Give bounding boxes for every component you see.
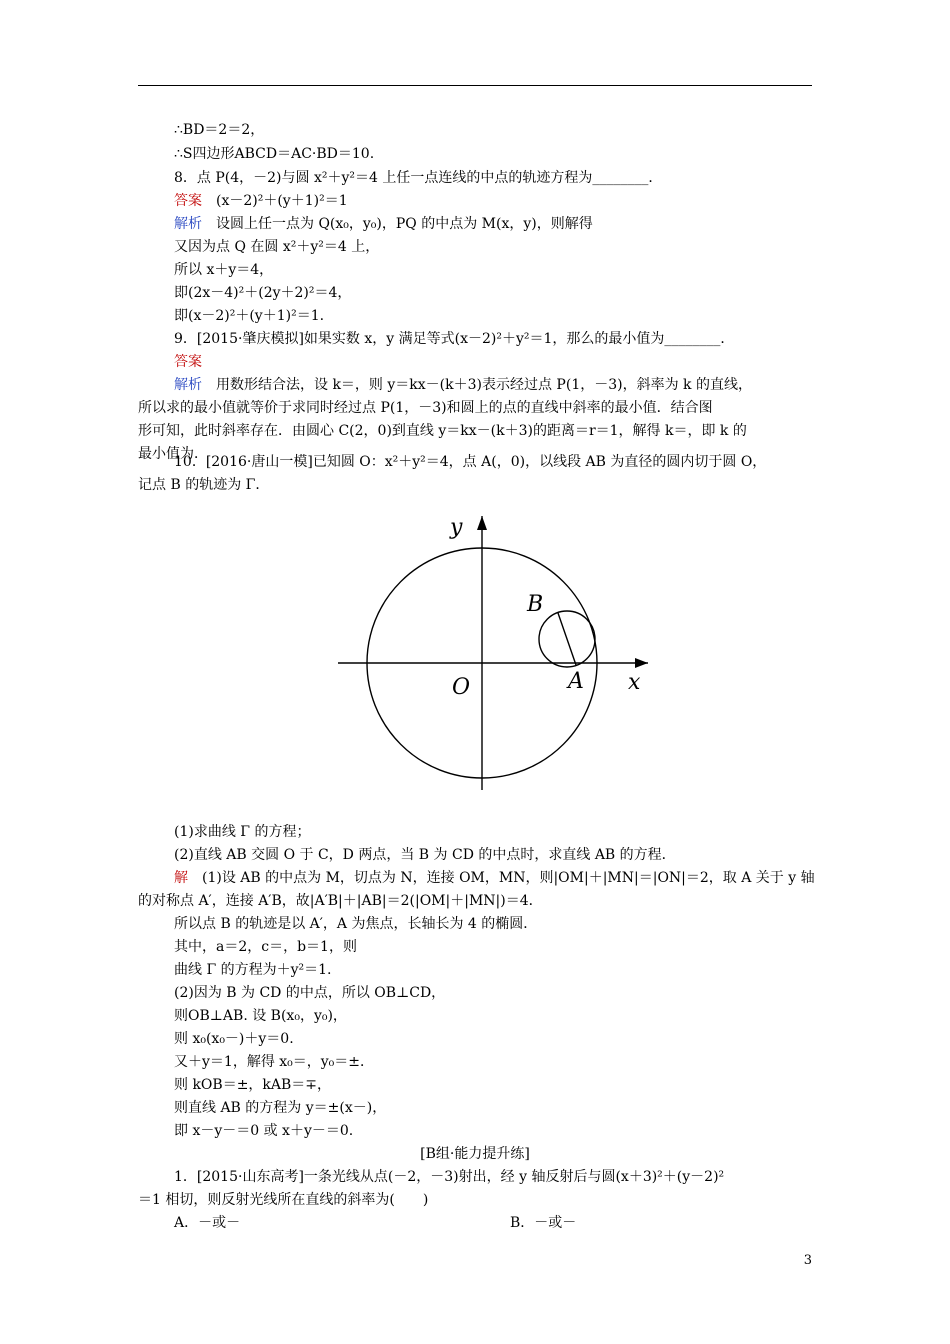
problem-10: 10．[2016·唐山一模]已知圆 O：x²＋y²＝4，点 A(，0)，以线段 AB 为直径的圆内切于圆 O， xyxy=(174,454,767,470)
text-line: 则直线 AB 的方程为 y＝±(x－)， xyxy=(174,1100,387,1116)
text-line: 所以求的最小值就等价于求同时经过点 P(1，－3)和圆上的点的直线中斜率的最小值．结合图 xyxy=(138,400,713,416)
origin-label: O xyxy=(452,675,471,700)
y-axis-label: y xyxy=(450,515,463,540)
text-line: 又＋y＝1，解得 x₀＝，y₀＝±． xyxy=(174,1054,375,1070)
section-title: [B组·能力提升练] xyxy=(420,1146,530,1162)
circle-figure xyxy=(330,508,660,793)
problem-b1: 1．[2015·山东高考]一条光线从点(－2，－3)射出，经 y 轴反射后与圆(x＋3)²＋(y－2)² xyxy=(174,1169,725,1185)
text-line: 则OB⊥AB. 设 B(x₀，y₀)， xyxy=(174,1008,347,1024)
problem-9: 9．[2015·肇庆模拟]如果实数 x，y 满足等式(x－2)²＋y²＝1，那么的最小值为________． xyxy=(174,331,735,347)
problem-8: 8．点 P(4，－2)与圆 x²＋y²＝4 上任一点连线的中点的轨迹方程为________． xyxy=(174,170,663,186)
text-line: ∴S四边形ABCD＝AC·BD＝10. xyxy=(174,146,375,162)
point-a-label: A xyxy=(568,669,584,694)
answer-line xyxy=(174,352,202,372)
text-line: 则 kOB＝±，kAB＝∓， xyxy=(174,1077,332,1093)
analysis-tag: 解析 xyxy=(174,216,202,232)
segment-ab xyxy=(558,613,576,665)
text-line: (2)因为 B 为 CD 的中点，所以 OB⊥CD， xyxy=(174,985,446,1001)
text-line: 又因为点 Q 在圆 x²＋y²＝4 上， xyxy=(174,239,380,255)
answer-tag: 答案 xyxy=(174,193,202,209)
x-axis-label: x xyxy=(628,670,641,695)
text-line: ＝1 相切，则反射光线所在直线的斜率为( ) xyxy=(138,1192,429,1208)
page-number: 3 xyxy=(803,1253,812,1268)
text-line: 其中，a＝2，c＝，b＝1，则 xyxy=(174,939,357,955)
question-2: (2)直线 AB 交圆 O 于 C，D 两点，当 B 为 CD 的中点时，求直线 AB 的方程． xyxy=(174,847,676,863)
y-axis-arrow xyxy=(477,516,487,530)
x-axis-arrow xyxy=(635,658,648,668)
text-line: 形可知，此时斜率存在．由圆心 C(2，0)到直线 y＝kx－(k＋3)的距离＝r＝1，解得 k＝，即 k 的 xyxy=(138,423,747,439)
analysis-text: 设圆上任一点为 Q(x₀，y₀)，PQ 的中点为 M(x，y)，则解得 xyxy=(216,216,593,232)
text-line: 的对称点 A′，连接 A′B，故|A′B|＋|AB|＝2(|OM|＋|MN|)＝4． xyxy=(138,893,543,909)
text-line: 即(x－2)²＋(y＋1)²＝1. xyxy=(174,308,325,324)
option-b: B．－或－ xyxy=(510,1215,577,1231)
point-b-label: B xyxy=(527,592,544,617)
answer-line xyxy=(174,191,348,211)
text-line: 即 x－y－＝0 或 x＋y－＝0. xyxy=(174,1123,354,1139)
solution-text: (1)设 AB 的中点为 M，切点为 N，连接 OM，MN，则|OM|＋|MN|＝|ON|＝2，取 A 关于 y 轴 xyxy=(202,870,815,886)
analysis-tag: 解析 xyxy=(174,377,202,393)
solution-line xyxy=(174,868,815,888)
question-1: (1)求曲线 Γ 的方程； xyxy=(174,824,311,840)
text-line: 即(2x－4)²＋(2y＋2)²＝4， xyxy=(174,285,352,301)
option-a: A．－或－ xyxy=(174,1215,241,1231)
solution-tag: 解 xyxy=(174,870,188,886)
text-line: 曲线 Γ 的方程为＋y²＝1. xyxy=(174,962,332,978)
header-rule xyxy=(138,85,812,86)
text-line: ∴BD＝2＝2， xyxy=(174,122,265,138)
answer-text: (x－2)²＋(y＋1)²＝1 xyxy=(216,193,348,209)
text-line: 则 x₀(x₀－)＋y＝0. xyxy=(174,1031,294,1047)
analysis-line xyxy=(174,214,593,234)
text-line: 所以 x＋y＝4， xyxy=(174,262,274,278)
text-line: 所以点 B 的轨迹是以 A′，A 为焦点，长轴长为 4 的椭圆． xyxy=(174,916,538,932)
text-line: 最小值为． xyxy=(138,446,208,462)
analysis-line xyxy=(174,375,752,395)
analysis-text: 用数形结合法，设 k＝，则 y＝kx－(k＋3)表示经过点 P(1，－3)，斜率为 k 的直线， xyxy=(216,377,752,393)
answer-tag: 答案 xyxy=(174,354,202,370)
text-line: 记点 B 的轨迹为 Γ． xyxy=(138,477,270,493)
